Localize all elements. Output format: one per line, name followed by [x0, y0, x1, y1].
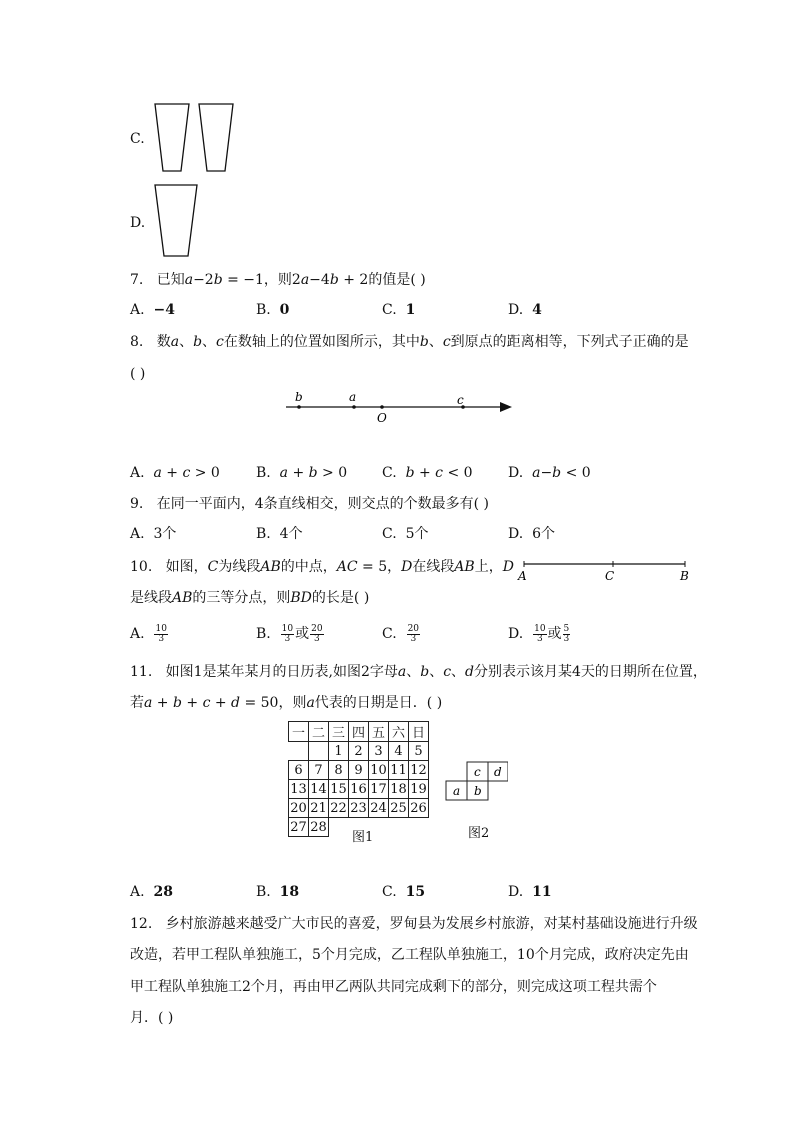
question-text: 数𝑎、𝑏、𝑐在数轴上的位置如图所示，其中𝑏、𝑐到原点的距离相等，下列式子正确的是: [156, 334, 689, 350]
label-b: b: [295, 390, 303, 404]
q8-option-c[interactable]: C. 𝑏 + 𝑐 < 0: [382, 465, 473, 481]
calendar-row: 27 28: [290, 819, 327, 835]
q7-option-d[interactable]: D. 4: [508, 302, 542, 318]
point-origin: [380, 405, 384, 409]
q9-option-d[interactable]: D. 6个: [508, 526, 556, 542]
question-12-line2: 改造，若甲工程队单独施工，5个月完成，乙工程队单独施工，10个月完成，政府决定先由: [130, 947, 689, 963]
label-o: O: [377, 411, 387, 425]
trapezoid-shape: [155, 185, 197, 256]
figure-2-caption: 图2: [468, 826, 490, 841]
question-11-line2: 若𝑎 + 𝑏 + 𝑐 + 𝑑 = 50，则𝑎代表的日期是日．( ): [130, 695, 443, 711]
number-line-figure: [280, 386, 520, 428]
q9-option-a[interactable]: A. 3个: [130, 526, 177, 542]
question-8-line2: ( ): [130, 366, 146, 382]
question-number: 12.: [130, 916, 153, 932]
label-a: a: [349, 390, 357, 404]
point-b: [297, 405, 301, 409]
question-text: 在同一平面内，4条直线相交，则交点的个数最多有( ): [156, 496, 489, 512]
q10-option-b[interactable]: B. $\frac{10}{3}$ 或 $\frac{20}{3}$: [256, 623, 323, 644]
calendar-row: 20 21 22 23 24 25 26: [290, 800, 427, 816]
question-10-line2: 是线段𝐴𝐵的三等分点，则𝐵𝐷的长是( ): [130, 590, 370, 606]
question-12-line4: 月．( ): [130, 1010, 174, 1026]
label-b: B: [680, 569, 689, 583]
label-b: b: [474, 784, 482, 798]
q10-option-a[interactable]: A. $\frac{10}{3}$: [130, 623, 167, 644]
trapezoid-shape: [155, 104, 189, 171]
point-a: [352, 405, 356, 409]
label-a: A: [518, 569, 527, 583]
question-text: 如图1是某年某月的日历表,如图2字母𝑎、𝑏、𝑐、𝑑分别表示该月某4天的日期所在位置，: [165, 664, 707, 680]
option-c-figure: [150, 100, 240, 175]
label-c: c: [474, 765, 481, 779]
option-d-figure: [150, 182, 205, 260]
letter-grid-figure: [444, 760, 508, 804]
calendar-row: 1 2 3 4 5: [289, 742, 429, 761]
q9-option-c[interactable]: C. 5个: [382, 526, 429, 542]
question-7: [130, 270, 426, 290]
q10-option-d[interactable]: D. $\frac{10}{3}$ 或 $\frac{5}{3}$: [508, 623, 570, 644]
q8-option-b[interactable]: B. 𝑎 + 𝑏 > 0: [256, 465, 348, 481]
q7-option-c[interactable]: C. 1: [382, 302, 416, 318]
question-9: [130, 494, 489, 514]
q11-option-c[interactable]: C. 15: [382, 884, 426, 900]
q11-option-d[interactable]: D. 11: [508, 884, 552, 900]
q7-option-b[interactable]: B. 0: [256, 302, 290, 318]
question-text: 乡村旅游越来越受广大市民的喜爱，罗甸县为发展乡村旅游，对某村基础设施进行升级: [165, 916, 698, 932]
q8-option-d[interactable]: D. 𝑎−𝑏 < 0: [508, 465, 591, 481]
arrow-head-icon: [500, 402, 512, 412]
question-number: 8.: [130, 334, 144, 350]
question-number: 11.: [130, 664, 153, 680]
option-d-label: D.: [130, 215, 146, 231]
q9-option-b[interactable]: B. 4个: [256, 526, 303, 542]
q7-option-a[interactable]: A. −4: [130, 302, 175, 318]
calendar-row: 6 7 8 9 10 11 12: [289, 761, 429, 780]
q11-option-a[interactable]: A. 28: [130, 884, 173, 900]
label-d: d: [494, 765, 502, 779]
question-10: [130, 557, 514, 577]
question-12: [130, 914, 698, 934]
question-number: 10.: [130, 559, 153, 575]
q8-option-a[interactable]: A. 𝑎 + 𝑐 > 0: [130, 465, 220, 481]
figure-1-caption: 图1: [352, 830, 374, 845]
trapezoid-shape: [199, 104, 233, 171]
question-8: [130, 332, 689, 352]
question-number: 7.: [130, 272, 144, 288]
q10-option-c[interactable]: C. $\frac{20}{3}$: [382, 623, 420, 644]
question-12-line3: 甲工程队单独施工2个月，再由甲乙两队共同完成剩下的部分，则完成这项工程共需个: [130, 979, 657, 995]
question-text: 如图，𝐶为线段𝐴𝐵的中点，𝐴𝐶 = 5，𝐷在线段𝐴𝐵上，𝐷: [165, 559, 514, 575]
calendar-header-row: 一 二 三 四 五 六 日: [289, 722, 429, 742]
calendar-table: [288, 721, 429, 837]
question-11: [130, 662, 707, 682]
calendar-row: 13 14 15 16 17 18 19: [290, 781, 427, 797]
label-a: a: [453, 784, 461, 798]
label-c: C: [605, 569, 615, 583]
label-c: c: [457, 393, 464, 407]
option-c-label: C.: [130, 131, 145, 147]
question-number: 9.: [130, 496, 144, 512]
question-text: 已知𝑎−2𝑏 = −1，则2𝑎−4𝑏 + 2的值是( ): [156, 272, 426, 288]
q11-option-b[interactable]: B. 18: [256, 884, 300, 900]
segment-figure: [512, 556, 697, 586]
